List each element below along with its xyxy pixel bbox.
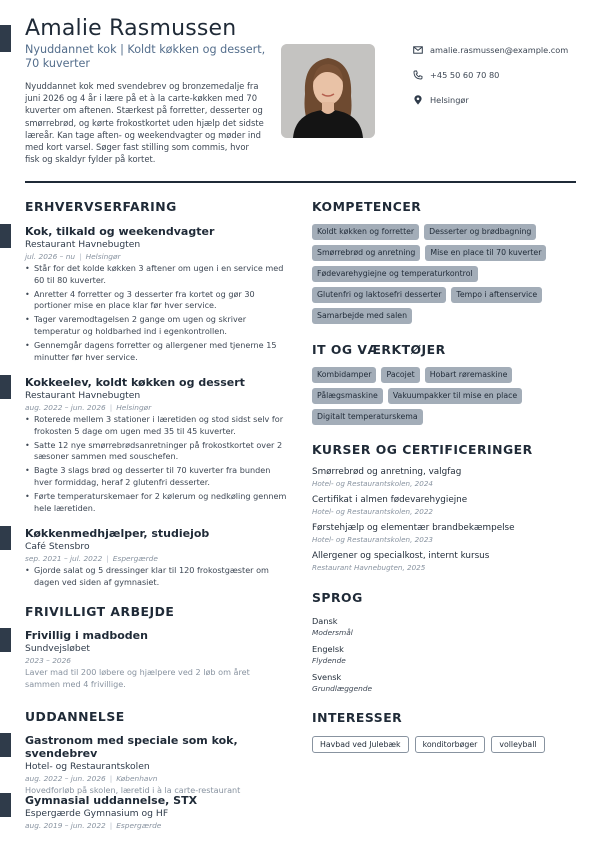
accent-bar bbox=[0, 526, 11, 550]
job-employer: Restaurant Havnebugten bbox=[25, 390, 141, 401]
volunteer-desc: Laver mad til 200 løbere og hjælpere ved 2 løb om året sammen med 4 frivillige. bbox=[25, 667, 250, 689]
contact-phone[interactable] bbox=[413, 70, 499, 80]
job-title: Kok, tilkald og weekendvagter bbox=[25, 225, 215, 238]
section-title-volunteer: FRIVILLIGT ARBEJDE bbox=[25, 604, 175, 619]
bullet-item: • Bagte 3 slags brød og desserter til 70 kuverter fra bunden hver formiddag, heraf 2 glutenfri desserter. bbox=[25, 465, 287, 489]
bullet-item: • Står for det kolde køkken 3 aftener om ugen i en service med 60 til 80 kuverter. bbox=[25, 263, 287, 287]
envelope-icon bbox=[413, 45, 423, 55]
tool-tag: Hobart røremaskine bbox=[425, 367, 513, 383]
location-text: Helsingør bbox=[430, 95, 469, 105]
skill-tag: Desserter og brødbagning bbox=[424, 224, 536, 240]
school-name: Espergærde Gymnasium og HF bbox=[25, 808, 169, 819]
section-title-experience: ERHVERVSERFARING bbox=[25, 199, 177, 214]
skills-tags bbox=[312, 224, 576, 329]
language-name: Dansk bbox=[312, 616, 338, 626]
interest-tag: volleyball bbox=[491, 736, 544, 753]
job-employer: Café Stensbro bbox=[25, 541, 90, 552]
interest-tag: Havbad ved Julebæk bbox=[312, 736, 409, 753]
bullet-item: • Anretter 4 forretter og 3 desserter fra kortet og gør 30 portioner mise en place klar før hver service. bbox=[25, 289, 287, 313]
job-meta: jul. 2026 – nu | Helsingør bbox=[25, 252, 121, 261]
section-title-skills: KOMPETENCER bbox=[312, 199, 422, 214]
contact-email[interactable] bbox=[413, 45, 568, 55]
degree-title: Gastronom med speciale som kok, svendebrev bbox=[25, 734, 238, 760]
section-title-languages: SPROG bbox=[312, 590, 363, 605]
job-dates: aug. 2022 – jun. 2026 bbox=[25, 403, 106, 412]
job-place: Espergærde bbox=[112, 554, 158, 563]
language-item bbox=[312, 672, 372, 693]
skill-tag: Fødevarehygiejne og temperaturkontrol bbox=[312, 266, 478, 282]
education-meta: aug. 2022 – jun. 2026 | København bbox=[25, 774, 158, 783]
language-level: Grundlæggende bbox=[312, 684, 373, 693]
accent-bar bbox=[0, 25, 11, 52]
section-title-tools: IT OG VÆRKTØJER bbox=[312, 342, 446, 357]
course-issuer: Restaurant Havnebugten, 2025 bbox=[312, 563, 426, 572]
job-place: Helsingør bbox=[85, 252, 121, 261]
language-level: Modersmål bbox=[312, 628, 353, 637]
bullet-item: • Tager varemodtagelsen 2 gange om ugen og skriver temperatur og holdbarhed ind i egenkontrollen. bbox=[25, 314, 287, 338]
education-meta: aug. 2019 – jun. 2022 | Espergærde bbox=[25, 821, 162, 830]
section-title-education: UDDANNELSE bbox=[25, 709, 125, 724]
volunteer-title: Frivillig i madboden bbox=[25, 629, 148, 642]
skill-tag: Samarbejde med salen bbox=[312, 308, 412, 324]
bullet-item: • Roterede mellem 3 stationer i læretiden og stod sidst selv for frokosten 5 dage om ugen med 35 til 45 kuverter. bbox=[25, 414, 287, 438]
school-name: Hotel- og Restaurantskolen bbox=[25, 761, 150, 772]
job-dates: jul. 2026 – nu bbox=[25, 252, 76, 261]
profile-photo bbox=[281, 44, 375, 138]
course-item bbox=[312, 551, 576, 572]
education-desc: Hovedforløb på skolen, læretid i à la carte-restaurant bbox=[25, 785, 241, 795]
degree-title: Gymnasial uddannelse, STX bbox=[25, 794, 198, 807]
phone-icon bbox=[413, 70, 423, 80]
tool-tag: Kombidamper bbox=[312, 367, 376, 383]
accent-bar bbox=[0, 224, 11, 248]
job-title: Kokkeelev, koldt køkken og dessert bbox=[25, 376, 245, 389]
course-title: Certifikat i almen fødevarehygiejne bbox=[312, 495, 468, 505]
interest-tag: konditorbøger bbox=[415, 736, 486, 753]
bullet-item: • Gjorde salat og 5 dressinger klar til 120 frokostgæster om dagen ved siden af gymnasiet. bbox=[25, 565, 287, 589]
education-entry bbox=[25, 734, 287, 797]
section-title-interests: INTERESSER bbox=[312, 710, 403, 725]
course-item bbox=[312, 495, 576, 516]
course-item bbox=[312, 523, 576, 544]
job-bullets bbox=[25, 565, 287, 589]
course-issuer: Hotel- og Restaurantskolen, 2023 bbox=[312, 535, 433, 544]
job-meta: sep. 2021 – jul. 2022 | Espergærde bbox=[25, 554, 158, 563]
language-item bbox=[312, 644, 346, 665]
job-title: Køkkenmedhjælper, studiejob bbox=[25, 527, 210, 540]
profile-summary: Nyuddannet kok med svendebrev og bronzemedalje fra juni 2026 og 4 år i lære på et à la carte-køkken med 70 kuverter om aftenen. Stærkest på forretter, desserter og smørrebrød, og kørte frokostkortet uden hjælp det sidste læreår. Kan tage aften- og weekendvagter og møder ind med kort varsel. Søger fast stilling som commis, hvor fisk og skaldyr fylder på kortet. bbox=[25, 81, 264, 165]
tool-tag: Digitalt temperaturskema bbox=[312, 409, 423, 425]
language-name: Svensk bbox=[312, 672, 342, 682]
candidate-name: Amalie Rasmussen bbox=[25, 16, 237, 41]
email-text: amalie.rasmussen@example.com bbox=[430, 45, 569, 55]
job-bullets bbox=[25, 414, 287, 514]
education-place: København bbox=[116, 774, 158, 783]
volunteer-org: Sundvejsløbet bbox=[25, 643, 90, 654]
experience-entry bbox=[25, 376, 287, 516]
tool-tag: Pacojet bbox=[381, 367, 419, 383]
experience-entry bbox=[25, 225, 287, 365]
skill-tag: Smørrebrød og anretning bbox=[312, 245, 420, 261]
interests-list bbox=[312, 736, 551, 753]
course-issuer: Hotel- og Restaurantskolen, 2024 bbox=[312, 479, 433, 488]
education-dates: aug. 2022 – jun. 2026 bbox=[25, 774, 106, 783]
course-title: Allergener og specialkost, internt kursus bbox=[312, 551, 490, 561]
language-item bbox=[312, 616, 353, 637]
contact-location bbox=[413, 95, 469, 105]
bullet-item: • Satte 12 nye smørrebrødsanretninger på frokostkortet over 2 sæsoner sammen med souschefen. bbox=[25, 440, 287, 464]
headline: Nyuddannet kok | Koldt køkken og dessert, 70 kuverter bbox=[25, 43, 266, 70]
phone-text: +45 50 60 70 80 bbox=[430, 70, 500, 80]
education-entry bbox=[25, 794, 287, 830]
tool-tag: Vakuumpakker til mise en place bbox=[388, 388, 522, 404]
skill-tag: Tempo i aftenservice bbox=[451, 287, 542, 303]
course-item bbox=[312, 467, 576, 488]
job-dates: sep. 2021 – jul. 2022 bbox=[25, 554, 103, 563]
language-name: Engelsk bbox=[312, 644, 344, 654]
language-level: Flydende bbox=[312, 656, 346, 665]
tools-tags bbox=[312, 367, 576, 430]
course-title: Førstehjælp og elementær brandbekæmpelse bbox=[312, 523, 515, 533]
course-issuer: Hotel- og Restaurantskolen, 2022 bbox=[312, 507, 433, 516]
accent-bar bbox=[0, 628, 11, 652]
course-title: Smørrebrød og anretning, valgfag bbox=[312, 467, 462, 477]
accent-bar bbox=[0, 793, 11, 817]
header-divider bbox=[25, 181, 576, 183]
volunteer-dates: 2023 – 2026 bbox=[25, 656, 72, 665]
experience-entry bbox=[25, 527, 287, 591]
volunteer-entry bbox=[25, 629, 287, 691]
map-pin-icon bbox=[413, 95, 423, 105]
accent-bar bbox=[0, 375, 11, 399]
section-title-courses: KURSER OG CERTIFICERINGER bbox=[312, 442, 533, 457]
skill-tag: Glutenfri og laktosefri desserter bbox=[312, 287, 446, 303]
job-place: Helsingør bbox=[116, 403, 152, 412]
job-employer: Restaurant Havnebugten bbox=[25, 239, 141, 250]
skill-tag: Mise en place til 70 kuverter bbox=[425, 245, 546, 261]
bullet-item: • Gennemgår dagens forretter og allergener med tjenerne 15 minutter før hver service. bbox=[25, 340, 287, 364]
skill-tag: Koldt køkken og forretter bbox=[312, 224, 419, 240]
education-dates: aug. 2019 – jun. 2022 bbox=[25, 821, 106, 830]
accent-bar bbox=[0, 733, 11, 757]
tool-tag: Pålægsmaskine bbox=[312, 388, 383, 404]
bullet-item: • Førte temperaturskemaer for 2 kølerum og nedkøling gennem hele læretiden. bbox=[25, 491, 287, 515]
education-place: Espergærde bbox=[116, 821, 162, 830]
job-bullets bbox=[25, 263, 287, 363]
job-meta: aug. 2022 – jun. 2026 | Helsingør bbox=[25, 403, 152, 412]
